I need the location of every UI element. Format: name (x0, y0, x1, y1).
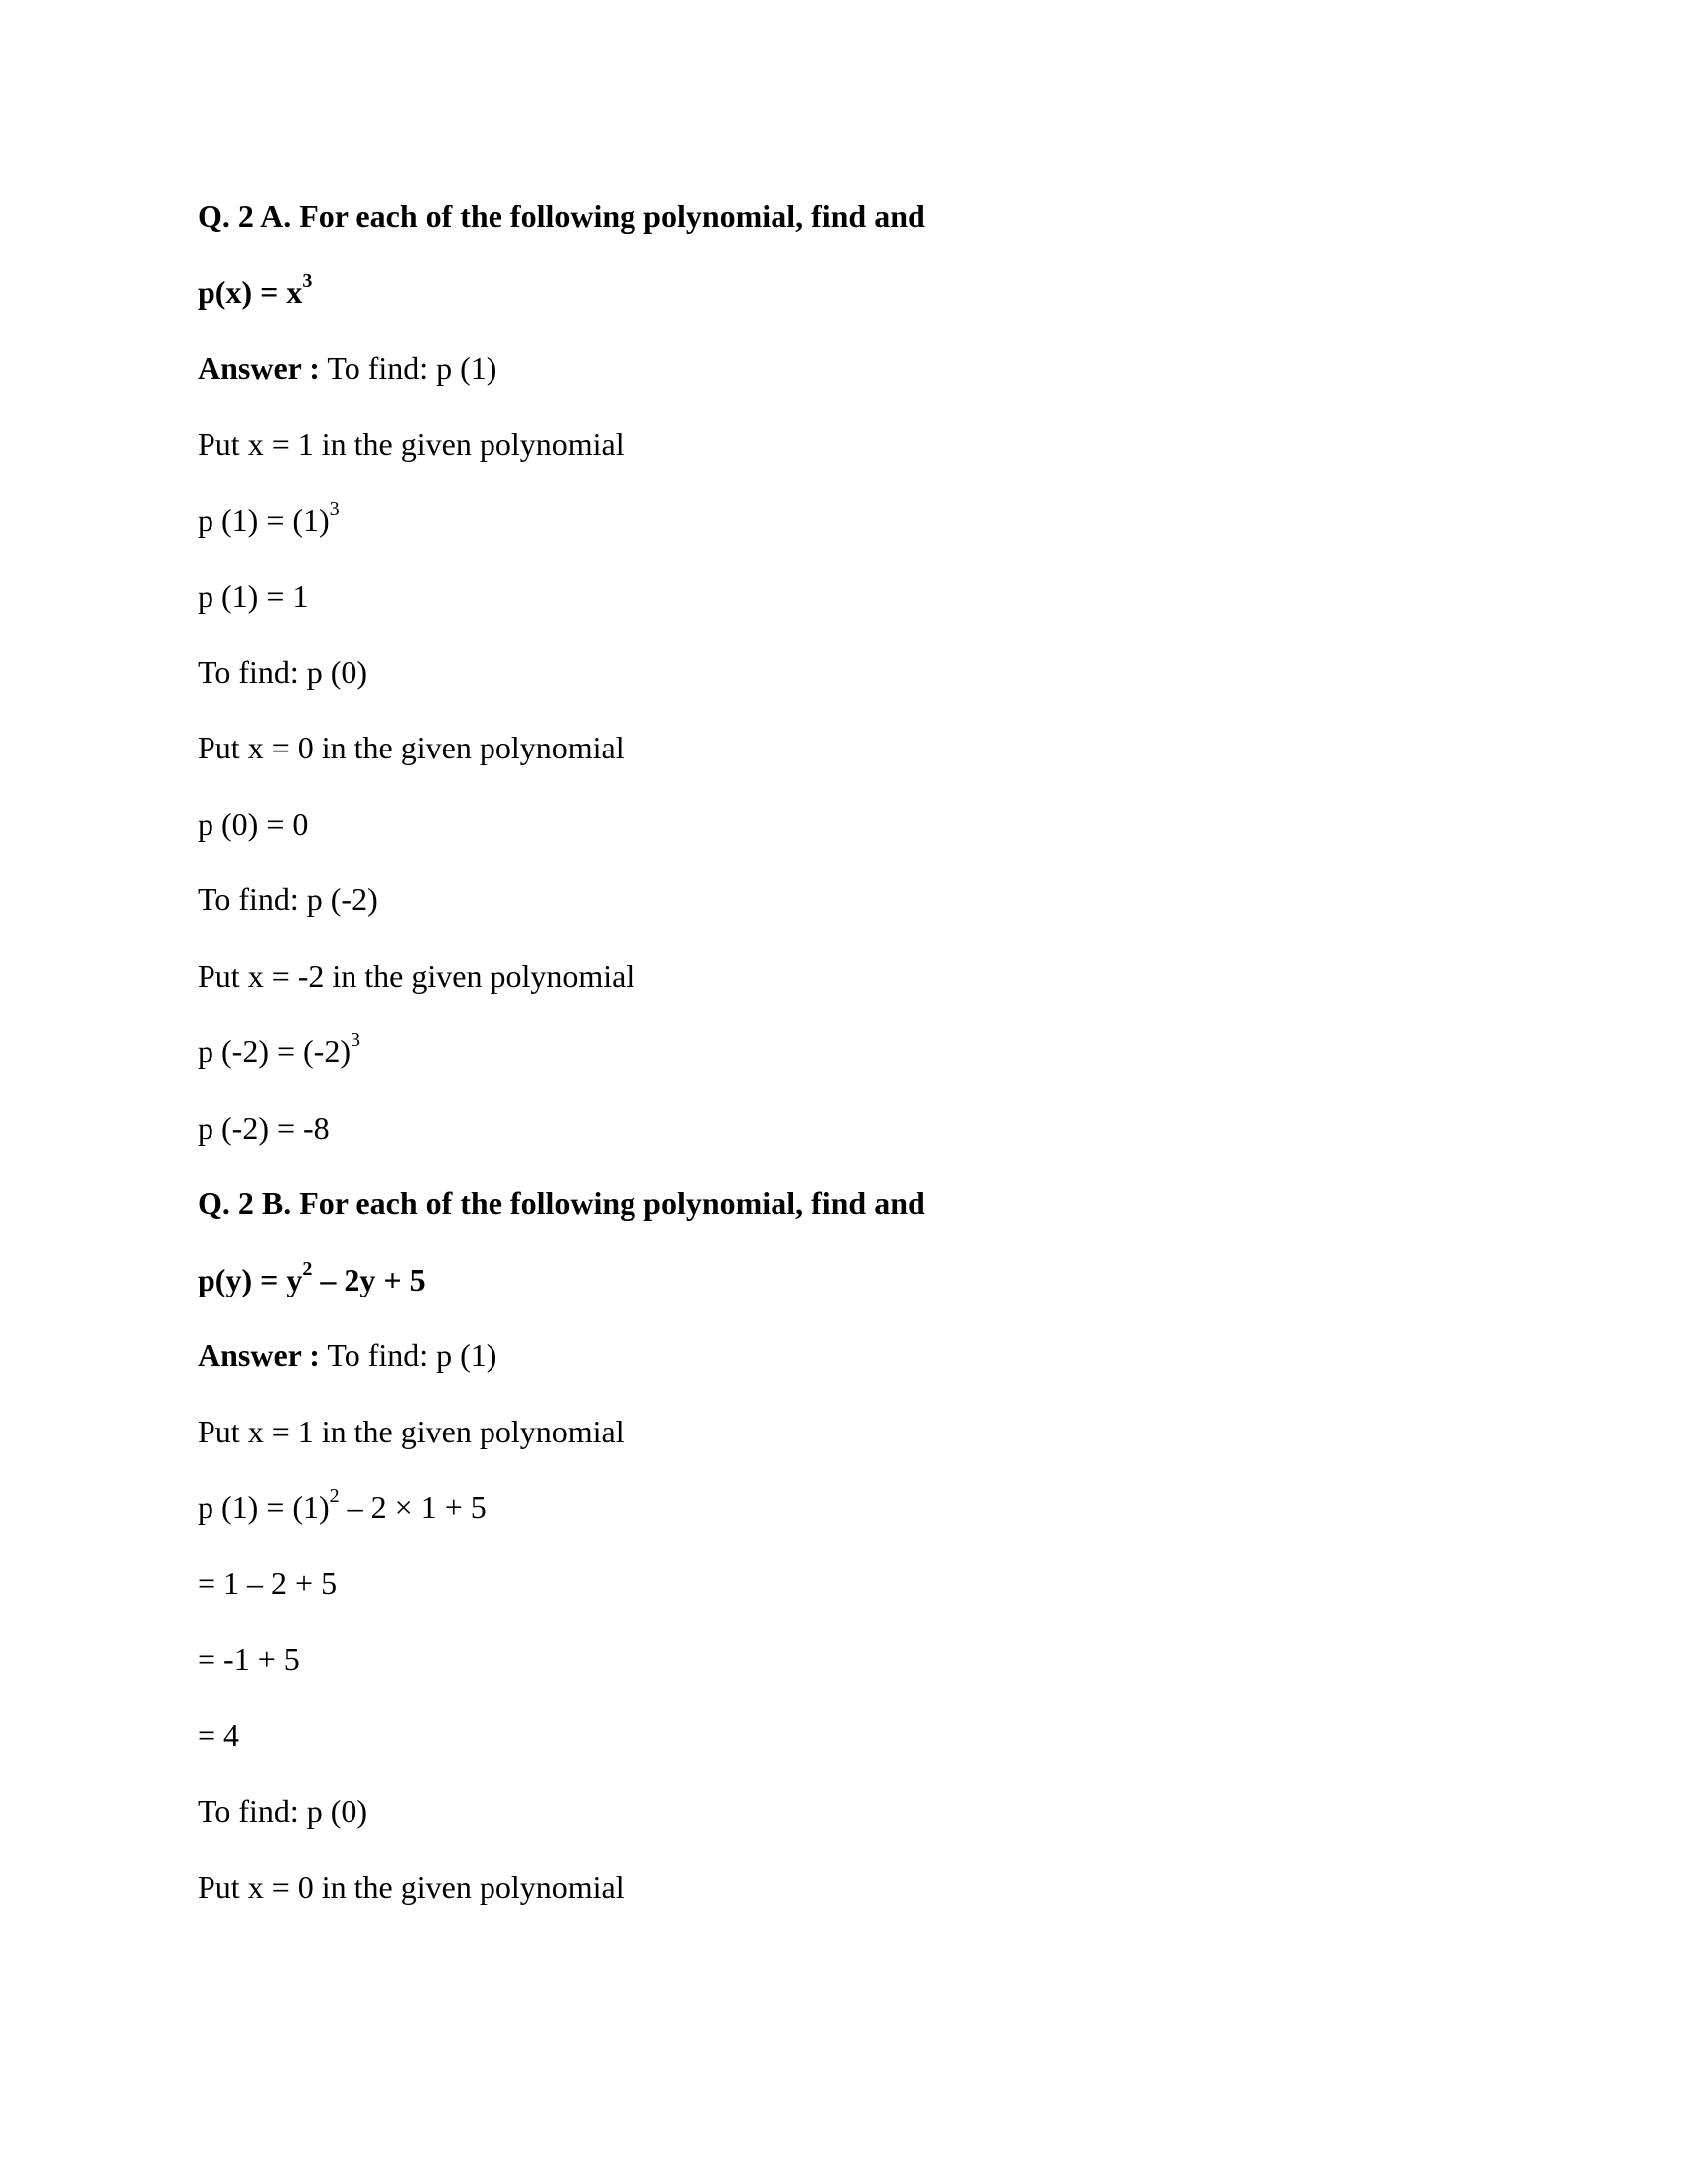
step-line: Put x = 0 in the given polynomial (198, 1869, 625, 1905)
step-line: To find: p (0) (198, 1793, 368, 1829)
step-line: p $(-2) = (-2)^3$ (198, 1029, 360, 1069)
answer-label: Answer : (198, 350, 320, 386)
polynomial-py: $p(y) = y^2 - 2y + 5$ (198, 1258, 426, 1297)
step-line: Put x = 1 in the given polynomial (198, 1414, 625, 1449)
question-2a-heading: Q. 2 A. For each of the following polynomial, find and (198, 199, 925, 234)
step-line: p $(1) = (1)^2 - 2 \times 1 + 5$ (198, 1485, 487, 1525)
step-line: p (-2) = -8 (198, 1110, 330, 1146)
step-line: = -1 + 5 (198, 1641, 300, 1677)
answer-label: Answer : (198, 1337, 320, 1373)
step-line: p (1) = 1 (198, 578, 309, 614)
step-line: To find: p (0) (198, 654, 368, 690)
polynomial-px: $p(x) = x^3$ (198, 270, 313, 310)
step-line: p (0) = 0 (198, 806, 309, 842)
step-line: To find: p (-2) (198, 882, 378, 917)
step-line: Put x = -2 in the given polynomial (198, 958, 635, 994)
step-line: p $(1) = (1)^3$ (198, 498, 340, 538)
step-line: = 1 – 2 + 5 (198, 1566, 338, 1601)
step-line: = 4 (198, 1717, 240, 1753)
step-line: Put x = 1 in the given polynomial (198, 426, 625, 462)
step-line: Put x = 0 in the given polynomial (198, 730, 625, 765)
answer-line-2a: Answer : To find: p (1) (198, 350, 497, 386)
question-2b-heading: Q. 2 B. For each of the following polynomial, find and (198, 1185, 925, 1221)
answer-line-2b: Answer : To find: p (1) (198, 1337, 497, 1373)
